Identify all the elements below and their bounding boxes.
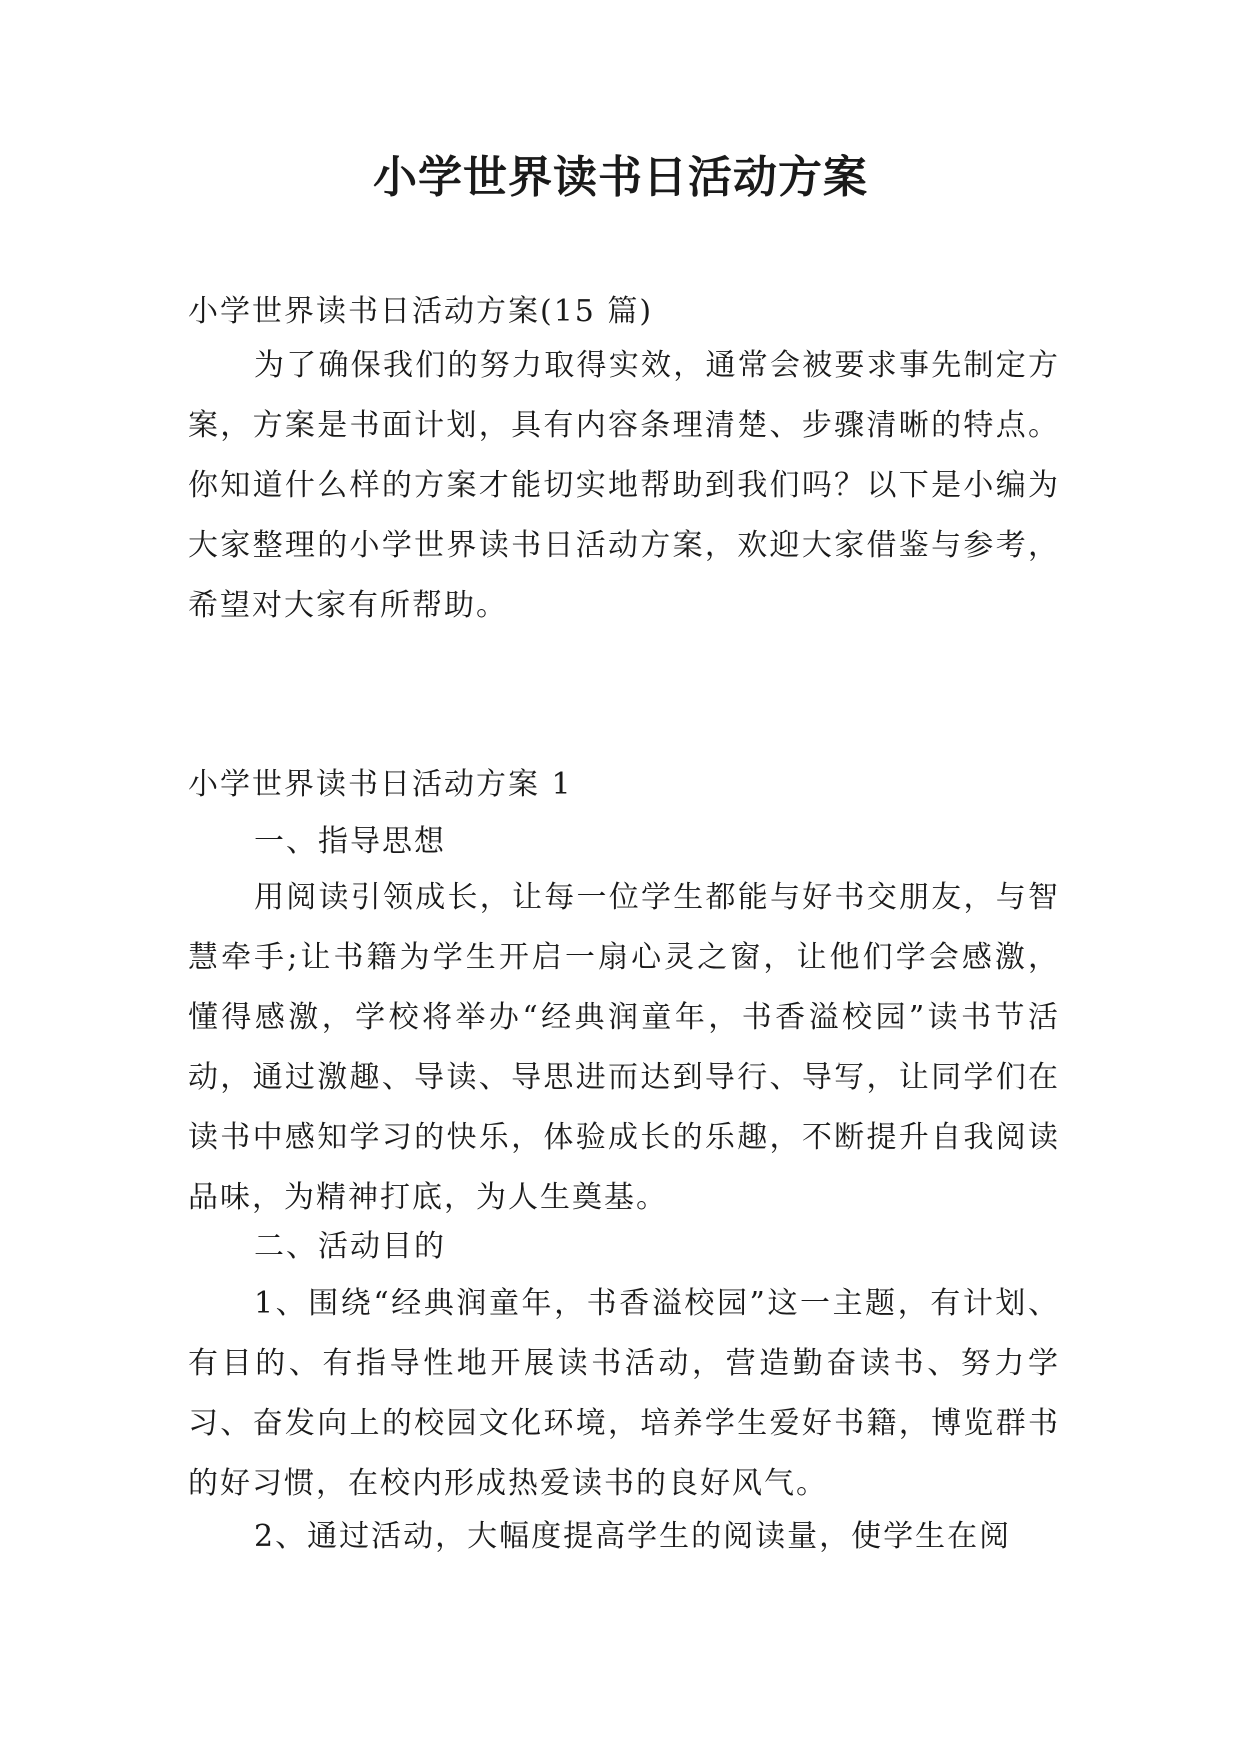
section-heading-activity-purpose: 二、活动目的 — [254, 1229, 446, 1264]
intro-paragraph: 为了确保我们的努力取得实效，通常会被要求事先制定方案，方案是书面计划，具有内容条理清楚、步骤清晰的特点。你知道什么样的方案才能切实地帮助到我们吗？以下是小编为大家整理的小学世界读书日活动方案，欢迎大家借鉴与参考，希望对大家有所帮助。 — [188, 348, 1060, 623]
document-subtitle: 小学世界读书日活动方案(15 篇) — [188, 294, 654, 329]
paragraph-purpose-1: 1、围绕“经典润童年，书香溢校园”这一主题，有计划、有目的、有指导性地开展读书活动，营造勤奋读书、努力学习、奋发向上的校园文化环境，培养学生爱好书籍，博览群书的好习惯，在校内形成热爱读书的良好风气。 — [188, 1286, 1060, 1501]
section-heading-guiding-ideology: 一、指导思想 — [254, 824, 446, 859]
document-title: 小学世界读书日活动方案 — [373, 152, 868, 203]
paragraph-guiding-ideology: 用阅读引领成长，让每一位学生都能与好书交朋友，与智慧牵手;让书籍为学生开启一扇心灵之窗，让他们学会感激，懂得感激，学校将举办“经典润童年，书香溢校园”读书节活动，通过激趣、导读、导思进而达到导行、导写，让同学们在读书中感知学习的快乐，体验成长的乐趣，不断提升自我阅读品味，为精神打底，为人生奠基。 — [188, 880, 1060, 1215]
paragraph-purpose-2: 2、通过活动，大幅度提高学生的阅读量，使学生在阅 — [254, 1519, 1012, 1554]
section-title: 小学世界读书日活动方案 1 — [188, 767, 573, 802]
